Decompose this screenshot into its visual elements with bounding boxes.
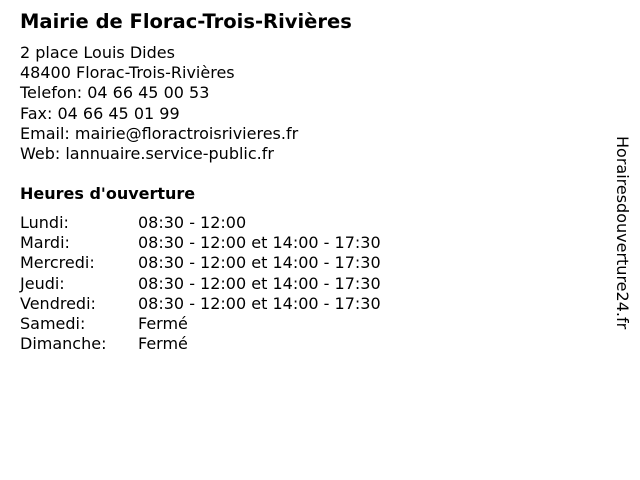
page-title: Mairie de Florac-Trois-Rivières: [20, 10, 352, 33]
day-label: Lundi:: [20, 213, 69, 232]
hours-heading: Heures d'ouverture: [20, 184, 196, 203]
day-label: Vendredi:: [20, 293, 96, 313]
day-label: Mardi:: [20, 233, 70, 253]
address-street: 2 place Louis Dides: [20, 43, 175, 62]
day-hours: Fermé: [138, 334, 188, 354]
email-address: Email: mairie@floractroisrivieres.fr: [20, 123, 299, 143]
day-label: Jeudi:: [20, 273, 65, 293]
day-hours: 08:30 - 12:00 et 14:00 - 17:30: [138, 273, 381, 293]
site-watermark: Horairesdouverture24.fr: [613, 136, 632, 330]
phone-number: Telefon: 04 66 45 00 53: [20, 83, 210, 103]
day-hours: 08:30 - 12:00: [138, 213, 247, 232]
day-hours: 08:30 - 12:00 et 14:00 - 17:30: [138, 293, 381, 313]
day-label: Dimanche:: [20, 334, 107, 354]
address-city: 48400 Florac-Trois-Rivières: [20, 63, 235, 83]
day-label: Mercredi:: [20, 253, 95, 273]
day-hours: Fermé: [138, 313, 188, 333]
website: Web: lannuaire.service-public.fr: [20, 144, 274, 164]
day-hours: 08:30 - 12:00 et 14:00 - 17:30: [138, 233, 381, 253]
fax-number: Fax: 04 66 45 01 99: [20, 103, 180, 123]
day-hours: 08:30 - 12:00 et 14:00 - 17:30: [138, 253, 381, 273]
contact-info: [20, 43, 298, 164]
day-label: Samedi:: [20, 313, 86, 333]
